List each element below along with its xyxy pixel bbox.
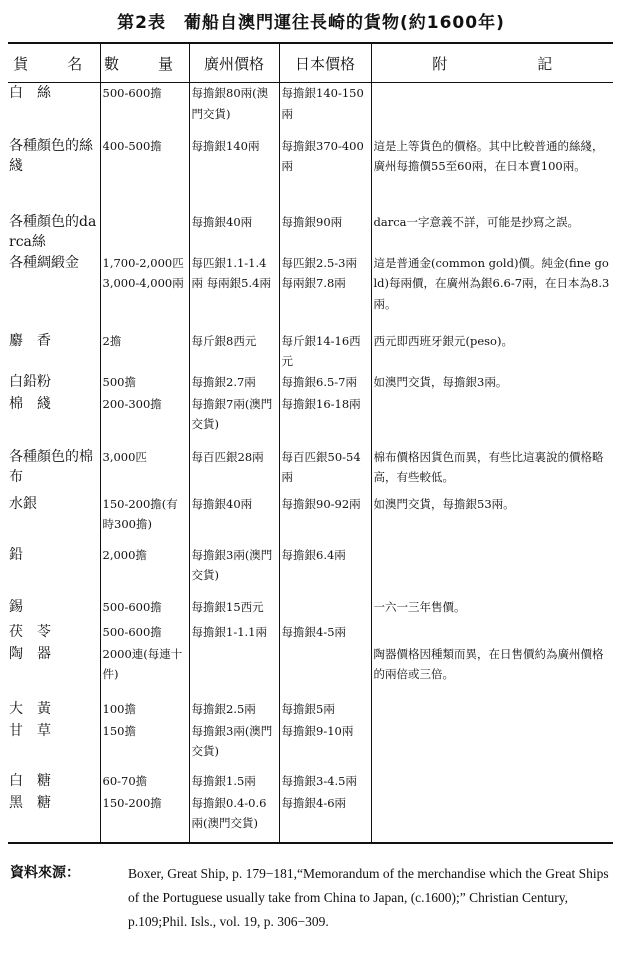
goods-name-cell: 水銀 — [9, 495, 37, 512]
canton-price-cell: 每擔銀3兩(澳門交貨) — [189, 545, 279, 597]
quantity-cell: 100擔 — [100, 699, 189, 721]
quantity-cell: 150-200擔 — [100, 793, 189, 843]
header-notes-left: 附 — [432, 54, 448, 73]
japan-price-cell: 每百匹銀50-54兩 — [279, 447, 371, 494]
japan-price-cell — [279, 597, 371, 622]
goods-name-cell: 甘 草 — [9, 722, 51, 739]
quantity-cell: 60-70擔 — [100, 771, 189, 793]
table-row — [8, 494, 613, 545]
source-text: Boxer, Great Ship, p. 179−181,“Memorandum of the merchandise which the Great Ships of the Portuguese usually take from China to Japan, (c.1600);” Christian Century, p.109;Phil. Isls., vol. 19, p. 306−309. — [128, 866, 609, 929]
table-row — [8, 699, 613, 721]
canton-price-cell: 每百匹銀28兩 — [189, 447, 279, 494]
header-quantity: 數 量 — [100, 43, 189, 83]
canton-price-cell: 每匹銀1.1-1.4兩 每兩銀5.4兩 — [189, 253, 279, 331]
table-row — [8, 372, 613, 394]
table-row — [8, 597, 613, 622]
goods-name-cell: 麝 香 — [9, 332, 51, 349]
canton-price-cell: 每擔銀3兩(澳門交貨) — [189, 721, 279, 771]
japan-price-cell: 每斤銀14-16西元 — [279, 331, 371, 372]
canton-price-cell: 每擔銀7兩(澳門交貨) — [189, 394, 279, 447]
canton-price-cell: 每擔銀2.7兩 — [189, 372, 279, 394]
goods-name-cell: 黑 糖 — [9, 794, 51, 811]
table-row — [8, 771, 613, 793]
table-row — [8, 793, 613, 843]
goods-name-cell: 白 糖 — [9, 772, 51, 789]
quantity-cell: 500-600擔 — [100, 622, 189, 644]
note-cell: 如澳門交貨，每擔銀3兩。 — [371, 372, 613, 394]
note-cell: 這是上等貨色的價格。其中比較普通的絲綫，廣州每擔價55至60兩，在日本賣100兩。 — [371, 136, 613, 212]
table-row — [8, 622, 613, 644]
quantity-cell: 200-300擔 — [100, 394, 189, 447]
note-cell — [371, 622, 613, 644]
source-label: 資料來源： — [10, 865, 80, 881]
note-cell — [371, 721, 613, 771]
quantity-cell: 150-200擔(有時300擔) — [100, 494, 189, 545]
canton-price-cell: 每擔銀15西元 — [189, 597, 279, 622]
goods-name-cell: 錫 — [9, 598, 23, 615]
japan-price-cell: 每擔銀6.4兩 — [279, 545, 371, 597]
quantity-cell: 3,000匹 — [100, 447, 189, 494]
goods-name-cell: 白 絲 — [9, 85, 51, 101]
table-row — [8, 253, 613, 331]
table-row — [8, 644, 613, 699]
goods-name-cell: 陶 器 — [9, 645, 51, 662]
table-body — [8, 83, 613, 843]
canton-price-cell: 每擔銀2.5兩 — [189, 699, 279, 721]
note-cell — [371, 793, 613, 843]
japan-price-cell: 每擔銀140-150兩 — [279, 83, 371, 136]
quantity-cell: 400-500擔 — [100, 136, 189, 212]
japan-price-cell: 每擔銀4-5兩 — [279, 622, 371, 644]
note-cell: 一六一三年售價。 — [371, 597, 613, 622]
canton-price-cell: 每擔銀1-1.1兩 — [189, 622, 279, 644]
goods-name-cell: 各種顏色的darca絲 — [9, 213, 97, 250]
table-row — [8, 331, 613, 372]
note-cell: 西元即西班牙銀元(peso)。 — [371, 331, 613, 372]
japan-price-cell: 每擔銀370-400兩 — [279, 136, 371, 212]
table-row — [8, 136, 613, 212]
canton-price-cell: 每擔銀80兩(澳門交貨) — [189, 83, 279, 136]
note-cell: 棉布價格因貨色而異，有些比這裏說的價格略高，有些較低。 — [371, 447, 613, 494]
canton-price-cell: 每擔銀40兩 — [189, 212, 279, 253]
goods-name-cell: 各種顏色的絲綫 — [9, 137, 93, 174]
japan-price-cell: 每擔銀16-18兩 — [279, 394, 371, 447]
header-japan-price: 日本價格 — [279, 43, 371, 83]
quantity-cell: 2000連(每連十件) — [100, 644, 189, 699]
canton-price-cell: 每擔銀1.5兩 — [189, 771, 279, 793]
note-cell: 這是普通金(common gold)價。純金(fine gold)每兩價，在廣州為銀6.6-7兩，在日本為8.3兩。 — [371, 253, 613, 331]
japan-price-cell — [279, 644, 371, 699]
quantity-cell: 2擔 — [100, 331, 189, 372]
note-cell: 陶器價格因種類而異，在日售價約為廣州價格的兩倍或三倍。 — [371, 644, 613, 699]
header-canton-price: 廣州價格 — [189, 43, 279, 83]
note-cell: darca一字意義不詳，可能是抄寫之誤。 — [371, 212, 613, 253]
table-row — [8, 394, 613, 447]
note-cell — [371, 699, 613, 721]
goods-name-cell: 白鉛粉 — [9, 373, 51, 390]
quantity-cell — [100, 212, 189, 253]
goods-name-cell: 各種顏色的棉布 — [9, 448, 93, 485]
goods-table — [8, 42, 613, 844]
table-title: 第2表 葡船自澳門運往長崎的貨物(約1600年) — [117, 13, 505, 33]
goods-name-cell: 茯 苓 — [9, 623, 51, 640]
japan-price-cell: 每擔銀9-10兩 — [279, 721, 371, 771]
goods-name-cell: 各種綢緞金 — [9, 254, 79, 271]
note-cell — [371, 545, 613, 597]
note-cell — [371, 771, 613, 793]
header-goods: 貨 名 — [8, 43, 100, 83]
quantity-cell: 500擔 — [100, 372, 189, 394]
header-row — [8, 43, 613, 83]
note-cell — [371, 83, 613, 136]
japan-price-cell: 每擔銀5兩 — [279, 699, 371, 721]
canton-price-cell: 每斤銀8西元 — [189, 331, 279, 372]
quantity-cell: 2,000擔 — [100, 545, 189, 597]
table-row — [8, 212, 613, 253]
quantity-cell: 1,700-2,000匹 3,000-4,000兩 — [100, 253, 189, 331]
goods-name-cell: 鉛 — [9, 546, 23, 563]
quantity-cell: 500-600擔 — [100, 83, 189, 136]
quantity-cell: 150擔 — [100, 721, 189, 771]
japan-price-cell: 每擔銀90-92兩 — [279, 494, 371, 545]
goods-name-cell: 大 黃 — [9, 700, 51, 717]
canton-price-cell: 每擔銀0.4-0.6兩(澳門交貨) — [189, 793, 279, 843]
table-row — [8, 545, 613, 597]
japan-price-cell: 每擔銀3-4.5兩 — [279, 771, 371, 793]
table-row — [8, 447, 613, 494]
japan-price-cell: 每匹銀2.5-3兩 每兩銀7.8兩 — [279, 253, 371, 331]
canton-price-cell: 每擔銀140兩 — [189, 136, 279, 212]
source-note — [8, 858, 613, 968]
japan-price-cell: 每擔銀90兩 — [279, 212, 371, 253]
goods-name-cell: 棉 綫 — [9, 395, 51, 412]
japan-price-cell: 每擔銀4-6兩 — [279, 793, 371, 843]
canton-price-cell: 每擔銀40兩 — [189, 494, 279, 545]
header-notes — [371, 43, 613, 83]
quantity-cell: 500-600擔 — [100, 597, 189, 622]
table-row — [8, 721, 613, 771]
japan-price-cell: 每擔銀6.5-7兩 — [279, 372, 371, 394]
canton-price-cell — [189, 644, 279, 699]
note-cell — [371, 394, 613, 447]
header-notes-right: 記 — [537, 54, 553, 73]
table-row — [8, 83, 613, 136]
note-cell: 如澳門交貨，每擔銀53兩。 — [371, 494, 613, 545]
